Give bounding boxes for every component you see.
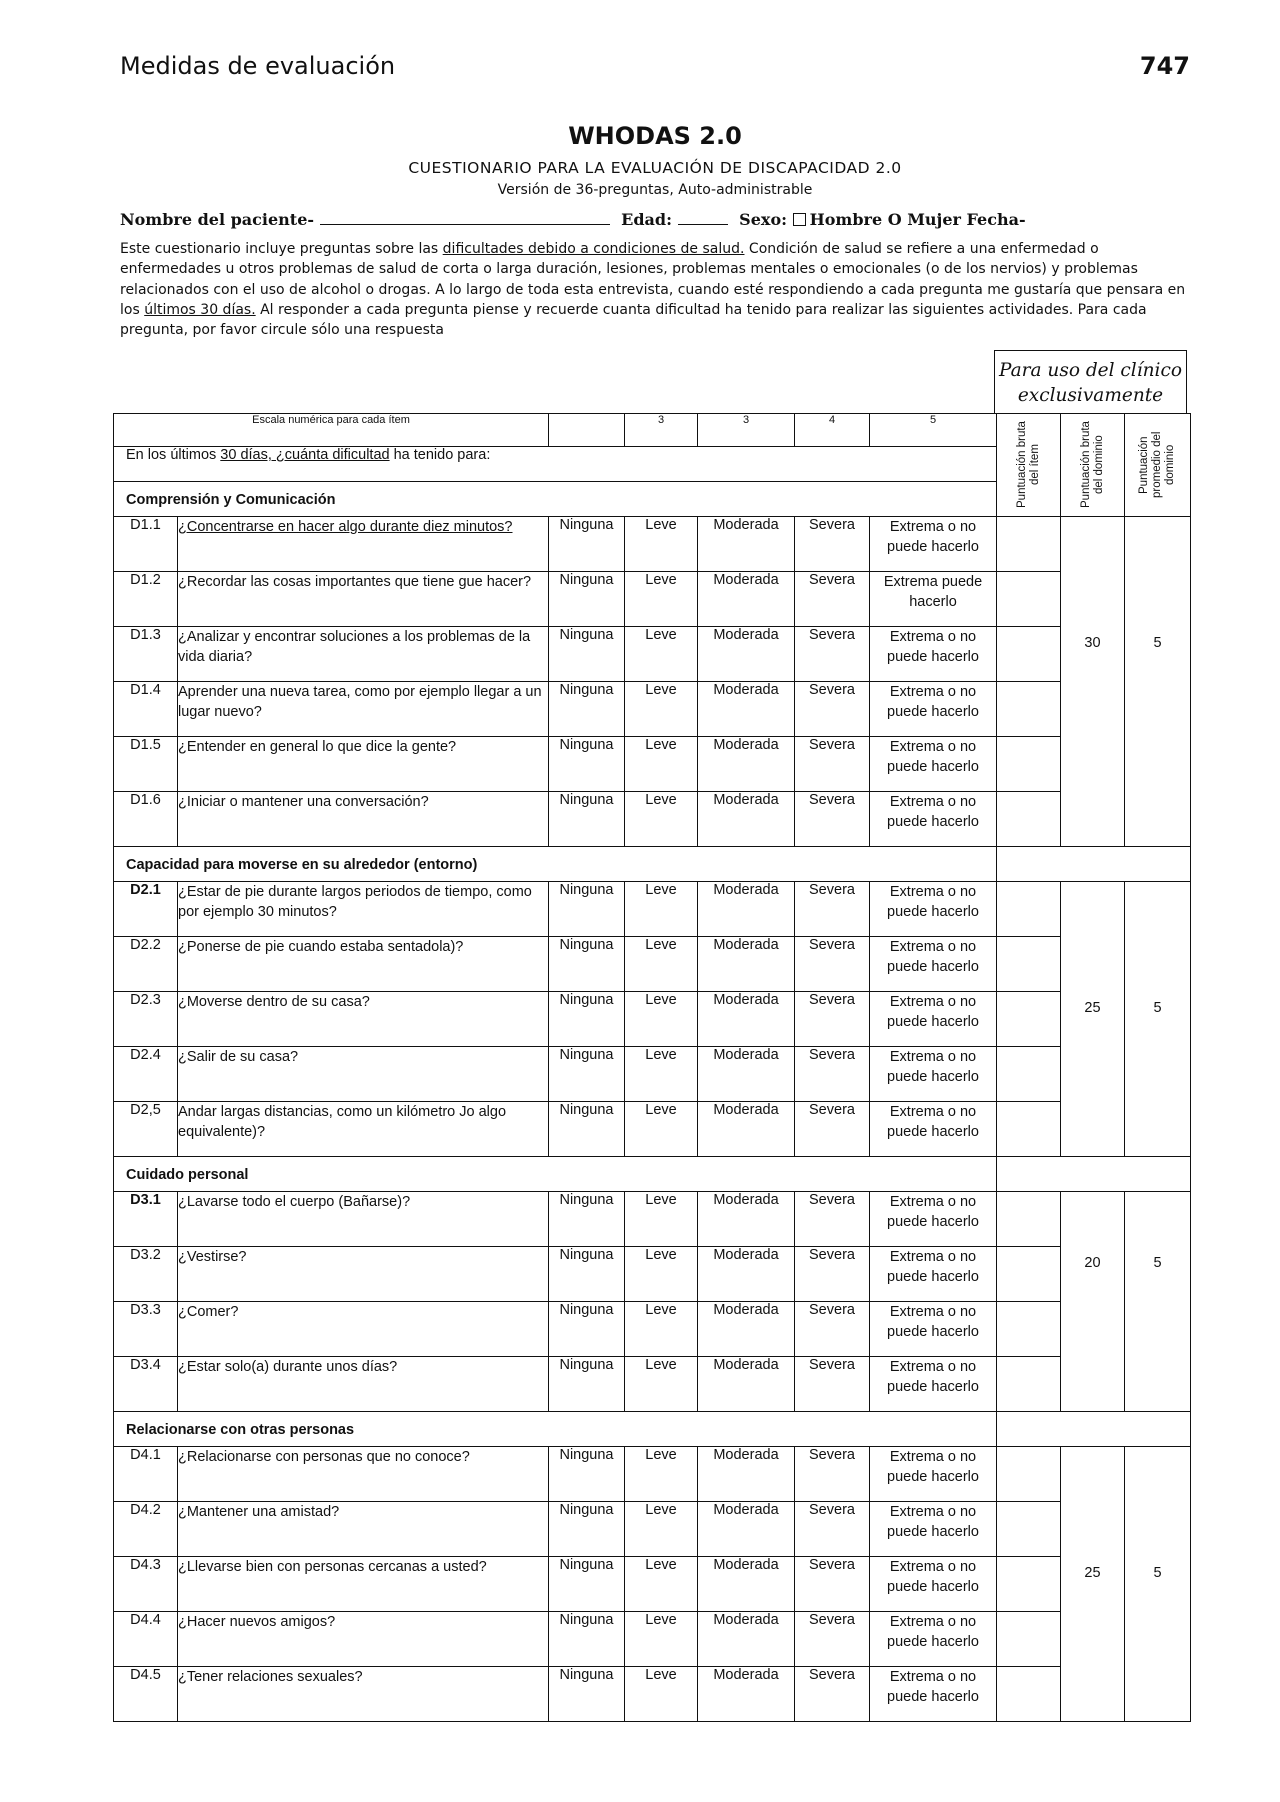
option-extreme[interactable]: Extrema o no puede hacerlo [870,1047,997,1102]
option-mild[interactable]: Leve [625,1047,698,1102]
item-row [114,1667,1191,1722]
scale-row [114,414,1191,447]
option-extreme[interactable]: Extrema o no puede hacerlo [870,682,997,737]
item-code: D2,5 [114,1102,178,1157]
domain-section-row [114,1412,1191,1447]
option-moderate[interactable]: Moderada [698,937,795,992]
option-extreme[interactable]: Extrema o no puede hacerlo [870,1612,997,1667]
option-moderate[interactable]: Moderada [698,517,795,572]
option-moderate[interactable]: Moderada [698,682,795,737]
domain-title: Comprensión y Comunicación [114,482,997,517]
option-extreme[interactable]: Extrema o no puede hacerlo [870,1667,997,1722]
age-label: Edad: [621,210,673,229]
domain-avg-score-cell [1125,882,1191,1157]
domain-title: Capacidad para moverse en su alrededor (entorno) [114,847,997,882]
clinic-blank-cell [997,1157,1191,1192]
item-question: ¿Estar solo(a) durante unos días? [178,1357,549,1412]
item-question: ¿Mantener una amistad? [178,1502,549,1557]
option-mild[interactable]: Leve [625,992,698,1047]
option-moderate[interactable]: Moderada [698,737,795,792]
option-none[interactable]: Ninguna [549,1102,625,1157]
option-mild[interactable]: Leve [625,572,698,627]
age-field[interactable] [678,212,728,225]
item-question: ¿Relacionarse con personas que no conoce? [178,1447,549,1502]
sex-options: Hombre O Mujer [809,210,961,229]
option-moderate[interactable]: Moderada [698,572,795,627]
option-extreme[interactable]: Extrema o no puede hacerlo [870,1502,997,1557]
option-severe[interactable]: Severa [795,1047,870,1102]
option-extreme[interactable]: Extrema o no puede hacerlo [870,937,997,992]
option-none[interactable]: Ninguna [549,737,625,792]
option-mild[interactable]: Leve [625,1612,698,1667]
item-code: D4.3 [114,1557,178,1612]
item-question: Andar largas distancias, como un kilómetro Jo algo equivalente)? [178,1102,549,1157]
item-code: D2.4 [114,1047,178,1102]
scale-value: 3 [625,414,698,447]
page-number: 747 [1139,52,1190,80]
date-label: Fecha- [966,210,1026,229]
option-mild[interactable]: Leve [625,1502,698,1557]
option-mild[interactable]: Leve [625,682,698,737]
item-score-cell[interactable] [997,737,1061,792]
option-extreme[interactable]: Extrema o no puede hacerlo [870,517,997,572]
domain-avg-score-cell [1125,1192,1191,1412]
option-severe[interactable]: Severa [795,1102,870,1157]
scale-value [549,414,625,447]
option-moderate[interactable]: Moderada [698,882,795,937]
domain-avg-score: 5 [1153,635,1162,651]
intro-emphasis: últimos 30 días. [144,301,256,318]
option-severe[interactable]: Severa [795,1557,870,1612]
item-code: D1.6 [114,792,178,847]
option-none[interactable]: Ninguna [549,1047,625,1102]
item-row [114,937,1191,992]
option-severe[interactable]: Severa [795,1302,870,1357]
item-score-cell[interactable] [997,882,1061,937]
option-none[interactable]: Ninguna [549,882,625,937]
option-none[interactable]: Ninguna [549,1502,625,1557]
item-code: D1.2 [114,572,178,627]
item-row [114,1102,1191,1157]
form-version: Versión de 36-preguntas, Auto-administrable [497,182,813,198]
option-severe[interactable]: Severa [795,882,870,937]
item-row [114,1502,1191,1557]
item-code: D2.2 [114,937,178,992]
item-code: D4.5 [114,1667,178,1722]
item-score-cell[interactable] [997,627,1061,682]
item-score-cell[interactable] [997,1302,1061,1357]
item-code: D2.1 [114,882,178,937]
domain-raw-score-cell [1061,517,1125,847]
item-code: D3.3 [114,1302,178,1357]
option-extreme[interactable]: Extrema o no puede hacerlo [870,737,997,792]
option-none[interactable]: Ninguna [549,1302,625,1357]
option-extreme[interactable]: Extrema o no puede hacerlo [870,882,997,937]
item-question: ¿Salir de su casa? [178,1047,549,1102]
item-code: D4.2 [114,1502,178,1557]
item-score-cell[interactable] [997,1667,1061,1722]
domain-avg-score: 5 [1153,1565,1162,1581]
option-extreme[interactable]: Extrema o no puede hacerlo [870,1447,997,1502]
item-question: ¿Lavarse todo el cuerpo (Bañarse)? [178,1192,549,1247]
item-row [114,1612,1191,1667]
option-moderate[interactable]: Moderada [698,1102,795,1157]
item-question: ¿Hacer nuevos amigos? [178,1612,549,1667]
item-score-cell[interactable] [997,992,1061,1047]
header-item-score-label: Puntuación bruta del ítem [1015,421,1041,509]
option-mild[interactable]: Leve [625,937,698,992]
form-title: WHODAS 2.0 [568,122,742,150]
intro-text: Este cuestionario incluye preguntas sobre las [120,241,443,257]
patient-name-field[interactable] [320,212,610,225]
item-score-cell[interactable] [997,937,1061,992]
domain-raw-score: 30 [1084,635,1101,651]
option-none[interactable]: Ninguna [549,1192,625,1247]
option-moderate[interactable]: Moderada [698,627,795,682]
domain-avg-score-cell [1125,517,1191,847]
option-moderate[interactable]: Moderada [698,1302,795,1357]
option-moderate[interactable]: Moderada [698,1047,795,1102]
item-question: ¿Recordar las cosas importantes que tiene gue hacer? [178,572,549,627]
domain-avg-score: 5 [1153,1255,1162,1271]
prompt-emphasis: 30 días, ¿cuánta dificultad [220,447,390,463]
option-extreme[interactable]: Extrema o no puede hacerlo [870,627,997,682]
domain-title: Cuidado personal [114,1157,997,1192]
item-score-cell[interactable] [997,682,1061,737]
option-severe[interactable]: Severa [795,1192,870,1247]
option-moderate[interactable]: Moderada [698,1192,795,1247]
item-row [114,1447,1191,1502]
item-question: ¿Moverse dentro de su casa? [178,992,549,1047]
header-domain-avg [1125,414,1191,517]
item-question: ¿Ponerse de pie cuando estaba sentadola)? [178,937,549,992]
option-extreme[interactable]: Extrema o no puede hacerlo [870,1102,997,1157]
item-row [114,1247,1191,1302]
item-score-cell[interactable] [997,792,1061,847]
option-severe[interactable]: Severa [795,1612,870,1667]
item-score-cell[interactable] [997,1502,1061,1557]
item-question: ¿Entender en general lo que dice la gente? [178,737,549,792]
item-code: D4.1 [114,1447,178,1502]
item-code: D1.5 [114,737,178,792]
running-head [120,52,1190,80]
option-severe[interactable]: Severa [795,1502,870,1557]
item-score-cell[interactable] [997,1102,1061,1157]
intro-emphasis: dificultades debido a condiciones de salud. [442,241,745,257]
option-none[interactable]: Ninguna [549,1612,625,1667]
option-severe[interactable]: Severa [795,937,870,992]
option-severe[interactable]: Severa [795,1667,870,1722]
option-mild[interactable]: Leve [625,1357,698,1412]
option-moderate[interactable]: Moderada [698,1447,795,1502]
option-extreme[interactable]: Extrema o no puede hacerlo [870,1557,997,1612]
item-row [114,682,1191,737]
option-none[interactable]: Ninguna [549,627,625,682]
domain-raw-score: 20 [1084,1255,1101,1271]
option-severe[interactable]: Severa [795,682,870,737]
domain-raw-score-cell [1061,1192,1125,1412]
item-row [114,737,1191,792]
item-row [114,1557,1191,1612]
item-row [114,1357,1191,1412]
item-code: D3.4 [114,1357,178,1412]
domain-avg-score: 5 [1153,1000,1162,1016]
header-domain-raw-label: Puntuación bruta del dominio [1079,421,1105,509]
item-score-cell[interactable] [997,1447,1061,1502]
header-domain-raw [1061,414,1125,517]
option-extreme[interactable]: Extrema puede hacerlo [870,572,997,627]
item-code: D1.3 [114,627,178,682]
option-mild[interactable]: Leve [625,1667,698,1722]
intro-paragraph [120,239,1200,340]
option-extreme[interactable]: Extrema o no puede hacerlo [870,792,997,847]
header-domain-avg-label: Puntuación promedio del dominio [1138,431,1176,499]
item-score-cell[interactable] [997,572,1061,627]
option-severe[interactable]: Severa [795,1357,870,1412]
item-row [114,792,1191,847]
item-code: D3.1 [114,1192,178,1247]
scale-label: Escala numérica para cada ítem [114,414,549,447]
domain-section-row [114,847,1191,882]
item-question: ¿Iniciar o mantener una conversación? [178,792,549,847]
option-extreme[interactable]: Extrema o no puede hacerlo [870,1302,997,1357]
option-none[interactable]: Ninguna [549,572,625,627]
option-moderate[interactable]: Moderada [698,1357,795,1412]
item-code: D4.4 [114,1612,178,1667]
domain-raw-score: 25 [1084,1000,1101,1016]
option-mild[interactable]: Leve [625,1557,698,1612]
item-code: D3.2 [114,1247,178,1302]
option-none[interactable]: Ninguna [549,1247,625,1302]
patient-info-line [120,210,1200,229]
option-moderate[interactable]: Moderada [698,1612,795,1667]
clinic-blank-cell [997,1412,1191,1447]
sex-checkbox[interactable] [793,213,806,226]
item-score-cell[interactable] [997,1047,1061,1102]
whodas-table [113,413,1191,1722]
item-row [114,992,1191,1047]
item-question: ¿Vestirse? [178,1247,549,1302]
domain-avg-score-cell [1125,1447,1191,1722]
option-severe[interactable]: Severa [795,792,870,847]
option-none[interactable]: Ninguna [549,1667,625,1722]
prompt-suffix: ha tenido para: [389,447,491,463]
question-prompt [114,447,997,482]
option-none[interactable]: Ninguna [549,682,625,737]
domain-section-row [114,1157,1191,1192]
option-moderate[interactable]: Moderada [698,1247,795,1302]
item-question: Aprender una nueva tarea, como por ejemplo llegar a un lugar nuevo? [178,682,549,737]
item-score-cell[interactable] [997,517,1061,572]
intro-text: Al responder a cada pregunta piense y recuerde cuanta dificultad ha tenido para realizar las siguientes actividades. Para cada pregunta, por favor circule sólo una respuesta [120,301,1147,339]
option-none[interactable]: Ninguna [549,937,625,992]
form-subtitle: CUESTIONARIO PARA LA EVALUACIÓN DE DISCAPACIDAD 2.0 [408,159,902,177]
patient-name-label: Nombre del paciente- [120,210,315,229]
item-score-cell[interactable] [997,1357,1061,1412]
option-extreme[interactable]: Extrema o no puede hacerlo [870,1247,997,1302]
option-mild[interactable]: Leve [625,882,698,937]
domain-raw-score: 25 [1084,1565,1101,1581]
domain-raw-score-cell [1061,1447,1125,1722]
item-score-cell[interactable] [997,1247,1061,1302]
item-score-cell[interactable] [997,1557,1061,1612]
option-mild[interactable]: Leve [625,1302,698,1357]
prompt-prefix: En los últimos [126,447,221,463]
option-severe[interactable]: Severa [795,737,870,792]
option-severe[interactable]: Severa [795,517,870,572]
option-none[interactable]: Ninguna [549,1557,625,1612]
option-moderate[interactable]: Moderada [698,992,795,1047]
option-mild[interactable]: Leve [625,792,698,847]
option-extreme[interactable]: Extrema o no puede hacerlo [870,992,997,1047]
domain-title: Relacionarse con otras personas [114,1412,997,1447]
option-severe[interactable]: Severa [795,1247,870,1302]
intro-text: Condición de salud se refiere a una enfermedad o enfermedades u otros problemas de salud de corta o larga duración, lesiones, problemas mentales o emocionales (o de los nervios) y problemas relacionados con el uso de alcohol o drogas. A lo largo de toda esta entrevista, cuando esté respondiendo a cada pregunta me gustaría que pensara en los [120,241,1186,318]
option-moderate[interactable]: Moderada [698,1502,795,1557]
item-score-cell[interactable] [997,1612,1061,1667]
item-row [114,572,1191,627]
option-moderate[interactable]: Moderada [698,1557,795,1612]
scale-value: 5 [870,414,997,447]
item-row [114,517,1191,572]
option-mild[interactable]: Leve [625,737,698,792]
item-code: D1.1 [114,517,178,572]
option-moderate[interactable]: Moderada [698,1667,795,1722]
item-question: ¿Concentrarse en hacer algo durante diez minutos? [178,517,549,572]
option-mild[interactable]: Leve [625,1247,698,1302]
scale-value: 3 [698,414,795,447]
item-row [114,627,1191,682]
option-none[interactable]: Ninguna [549,992,625,1047]
item-code: D1.4 [114,682,178,737]
option-severe[interactable]: Severa [795,1447,870,1502]
item-question: ¿Comer? [178,1302,549,1357]
option-none[interactable]: Ninguna [549,1447,625,1502]
option-none[interactable]: Ninguna [549,1357,625,1412]
option-none[interactable]: Ninguna [549,792,625,847]
running-head-title: Medidas de evaluación [120,52,396,80]
item-row [114,1302,1191,1357]
header-item-score [997,414,1061,517]
option-extreme[interactable]: Extrema o no puede hacerlo [870,1357,997,1412]
option-severe[interactable]: Severa [795,572,870,627]
item-row [114,1047,1191,1102]
sex-label: Sexo: [739,210,788,229]
option-severe[interactable]: Severa [795,992,870,1047]
option-mild[interactable]: Leve [625,1447,698,1502]
option-none[interactable]: Ninguna [549,517,625,572]
option-mild[interactable]: Leve [625,1102,698,1157]
option-extreme[interactable]: Extrema o no puede hacerlo [870,1192,997,1247]
option-mild[interactable]: Leve [625,627,698,682]
item-question: ¿Analizar y encontrar soluciones a los problemas de la vida diaria? [178,627,549,682]
clinic-blank-cell [997,847,1191,882]
item-code: D2.3 [114,992,178,1047]
option-mild[interactable]: Leve [625,517,698,572]
option-moderate[interactable]: Moderada [698,792,795,847]
item-question: ¿Tener relaciones sexuales? [178,1667,549,1722]
option-severe[interactable]: Severa [795,627,870,682]
scale-value: 4 [795,414,870,447]
domain-raw-score-cell [1061,882,1125,1157]
item-question: ¿Llevarse bien con personas cercanas a usted? [178,1557,549,1612]
option-mild[interactable]: Leve [625,1192,698,1247]
clinic-use-header: Para uso del clínico exclusivamente [994,350,1187,414]
item-row [114,882,1191,937]
item-row [114,1192,1191,1247]
item-question: ¿Estar de pie durante largos periodos de tiempo, como por ejemplo 30 minutos? [178,882,549,937]
item-score-cell[interactable] [997,1192,1061,1247]
